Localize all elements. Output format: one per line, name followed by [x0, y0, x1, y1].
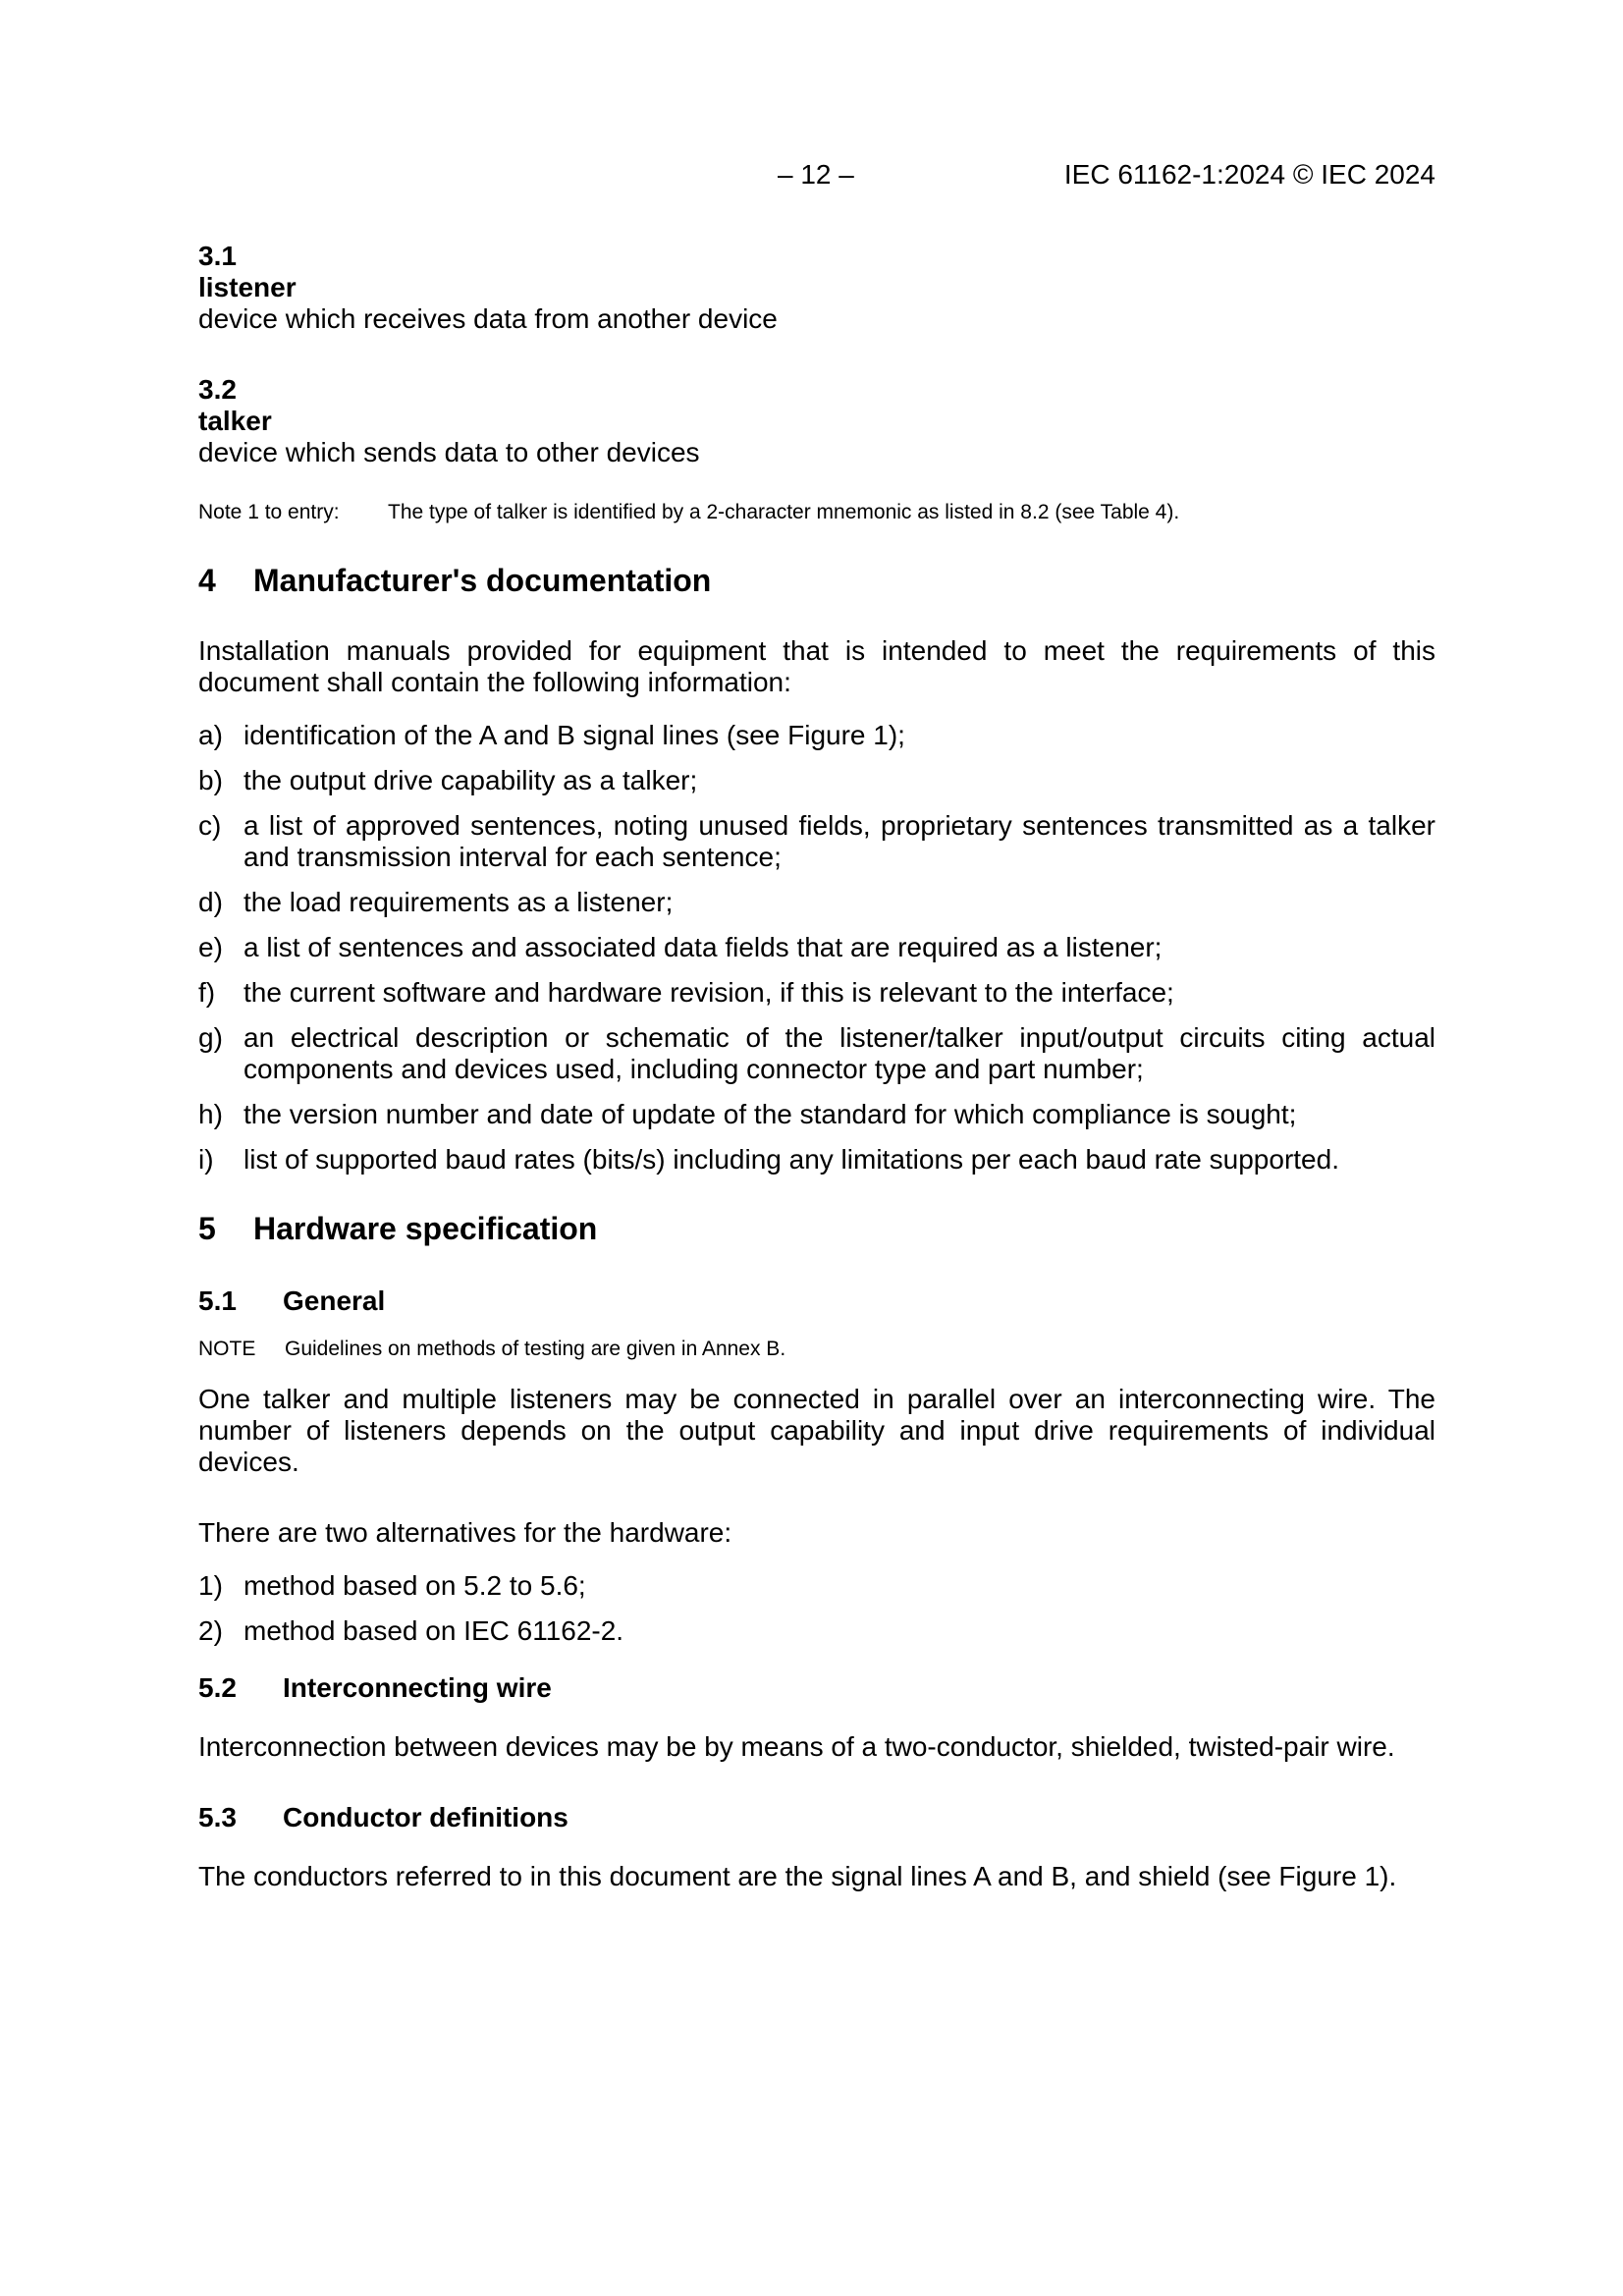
list-marker: b): [198, 765, 223, 795]
page-content: [198, 241, 1435, 1892]
subclause-5-1-heading: [198, 1285, 1435, 1317]
list-item: [198, 1615, 1435, 1647]
term-number: 3.1: [198, 241, 237, 271]
list-marker: 2): [198, 1615, 223, 1646]
subclause-title: General: [283, 1285, 386, 1316]
list-text: the output drive capability as a talker;: [243, 765, 698, 795]
list-item: [198, 810, 1435, 873]
note-to-entry: [198, 500, 1435, 525]
list-marker: f): [198, 977, 216, 1008]
clause-4-heading: [198, 563, 1435, 598]
note: [198, 1337, 1435, 1362]
list-marker: d): [198, 887, 223, 917]
list-item: [198, 932, 1435, 963]
list-marker: a): [198, 720, 223, 750]
subclause-title: Conductor definitions: [283, 1802, 568, 1832]
paragraph: There are two alternatives for the hardware:: [198, 1517, 732, 1548]
term-entry-listener: [198, 241, 1435, 335]
clause-title: Hardware specification: [253, 1211, 598, 1246]
list-item: [198, 1144, 1435, 1175]
list-text: the version number and date of update of the standard for which compliance is sought;: [243, 1099, 1297, 1129]
list-item: [198, 1099, 1435, 1130]
clause-4-intro: Installation manuals provided for equipment that is intended to meet the requirements of this document shall contain the following information:: [198, 635, 1435, 697]
subclause-title: Interconnecting wire: [283, 1672, 552, 1703]
list-text: a list of approved sentences, noting unused fields, proprietary sentences transmitted as a talker and transmission interval for each sentence;: [243, 810, 1435, 872]
list-marker: i): [198, 1144, 214, 1175]
list-text: method based on 5.2 to 5.6;: [243, 1570, 586, 1601]
term-definition: device which sends data to other devices: [198, 437, 700, 467]
term-word: talker: [198, 406, 272, 436]
list-marker: h): [198, 1099, 223, 1129]
list-marker: g): [198, 1022, 223, 1053]
paragraph: Interconnection between devices may be by means of a two-conductor, shielded, twisted-pair wire.: [198, 1731, 1395, 1762]
list-marker: e): [198, 932, 223, 962]
list-item: [198, 1022, 1435, 1085]
paragraph: The conductors referred to in this document are the signal lines A and B, and shield (see Figure 1).: [198, 1861, 1397, 1891]
list-text: identification of the A and B signal lines (see Figure 1);: [243, 720, 905, 750]
list-item: [198, 1570, 1435, 1602]
list-text: the load requirements as a listener;: [243, 887, 674, 917]
list-text: method based on IEC 61162-2.: [243, 1615, 624, 1646]
list-item: [198, 720, 1435, 751]
note-label: Note 1 to entry:: [198, 501, 340, 523]
clause-title: Manufacturer's documentation: [253, 563, 712, 598]
subclause-number: 5.2: [198, 1672, 237, 1703]
list-item: [198, 977, 1435, 1009]
note-text: The type of talker is identified by a 2-character mnemonic as listed in 8.2 (see Table 4).: [388, 501, 1180, 523]
hardware-alternatives-list: [198, 1570, 1435, 1647]
clause-number: 5: [198, 1211, 216, 1246]
document-reference: IEC 61162-1:2024 © IEC 2024: [1063, 159, 1435, 190]
subclause-number: 5.3: [198, 1802, 237, 1832]
list-text: list of supported baud rates (bits/s) including any limitations per each baud rate supported.: [243, 1144, 1339, 1175]
list-marker: c): [198, 810, 222, 841]
clause-number: 4: [198, 563, 216, 598]
page-number: – 12 –: [778, 159, 854, 190]
note-label: NOTE: [198, 1338, 256, 1360]
subclause-5-3-heading: [198, 1802, 1435, 1833]
note-text: Guidelines on methods of testing are given in Annex B.: [285, 1338, 786, 1360]
clause-5-heading: [198, 1211, 1435, 1246]
list-item: [198, 765, 1435, 796]
list-text: the current software and hardware revision, if this is relevant to the interface;: [243, 977, 1174, 1008]
list-item: [198, 887, 1435, 918]
subclause-5-2-heading: [198, 1672, 1435, 1704]
term-word: listener: [198, 272, 297, 302]
list-text: a list of sentences and associated data fields that are required as a listener;: [243, 932, 1163, 962]
list-text: an electrical description or schematic of the listener/talker input/output circuits citing actual components and devices used, including connector type and part number;: [243, 1022, 1435, 1084]
list-marker: 1): [198, 1570, 223, 1601]
documentation-list: [198, 720, 1435, 1175]
paragraph: One talker and multiple listeners may be connected in parallel over an interconnecting wire. The number of listeners depends on the output capability and input drive requirements of individual devices.: [198, 1384, 1435, 1477]
term-entry-talker: [198, 374, 1435, 468]
subclause-number: 5.1: [198, 1285, 237, 1316]
term-number: 3.2: [198, 374, 237, 405]
term-definition: device which receives data from another device: [198, 303, 778, 334]
